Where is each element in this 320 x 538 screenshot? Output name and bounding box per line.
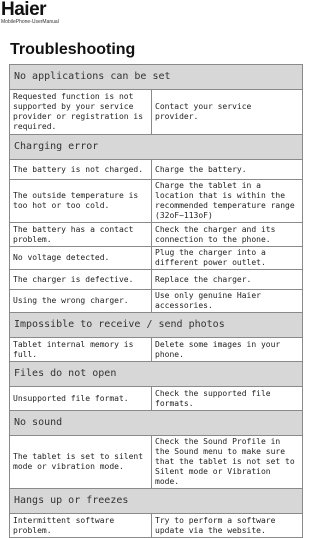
problem-cell: Unsupported file format.: [10, 387, 152, 411]
section-row: [10, 135, 303, 160]
section-heading: Impossible to receive / send photos: [10, 313, 303, 338]
solution-cell: Plug the charger into a different power outlet.: [152, 247, 303, 270]
problem-cell: Requested function is not supported by your service provider or registration is required.: [10, 90, 152, 135]
problem-cell: No voltage detected.: [10, 247, 152, 270]
section-row: [10, 362, 303, 387]
problem-cell: The outside temperature is too hot or too cold.: [10, 180, 152, 223]
solution-cell: Delete some images in your phone.: [152, 338, 303, 362]
problem-cell: The battery has a contact problem.: [10, 223, 152, 247]
table-row: [10, 290, 303, 313]
solution-cell: Charge the battery.: [152, 160, 303, 180]
section-row: [10, 489, 303, 514]
solution-cell: Try to perform a software update via the website.: [152, 514, 303, 538]
table-row: [10, 180, 303, 223]
solution-cell: Charge the tablet in a location that is within the recommended temperature range (32oF~113oF): [152, 180, 303, 223]
section-heading: Charging error: [10, 135, 303, 160]
section-row: [10, 411, 303, 436]
table-row: [10, 270, 303, 290]
page-title: Troubleshooting: [10, 41, 136, 58]
problem-cell: Using the wrong charger.: [10, 290, 152, 313]
problem-cell: The tablet is set to silent mode or vibration mode.: [10, 436, 152, 489]
solution-cell: Replace the charger.: [152, 270, 303, 290]
table-row: [10, 223, 303, 247]
problem-cell: Intermittent software problem.: [10, 514, 152, 538]
troubleshooting-table: [9, 64, 303, 538]
table-row: [10, 160, 303, 180]
problem-cell: The battery is not charged.: [10, 160, 152, 180]
table-row: [10, 338, 303, 362]
section-row: [10, 313, 303, 338]
solution-cell: Check the supported file formats.: [152, 387, 303, 411]
section-heading: Files do not open: [10, 362, 303, 387]
problem-cell: The charger is defective.: [10, 270, 152, 290]
table-row: [10, 514, 303, 538]
section-row: [10, 65, 303, 90]
table-row: [10, 90, 303, 135]
section-heading: No applications can be set: [10, 65, 303, 90]
brand-header: [0, 0, 59, 25]
section-heading: Hangs up or freezes: [10, 489, 303, 514]
table-row: [10, 436, 303, 489]
table-row: [10, 247, 303, 270]
solution-cell: Check the charger and its connection to the phone.: [152, 223, 303, 247]
manual-subtitle: MobilePhone-UserManual: [1, 19, 59, 25]
solution-cell: Contact your service provider.: [152, 90, 303, 135]
table-row: [10, 387, 303, 411]
problem-cell: Tablet internal memory is full.: [10, 338, 152, 362]
solution-cell: Check the Sound Profile in the Sound menu to make sure that the tablet is not set to Silent mode or Vibration mode.: [152, 436, 303, 489]
solution-cell: Use only genuine Haier accessories.: [152, 290, 303, 313]
section-heading: No sound: [10, 411, 303, 436]
haier-logo: Haier: [1, 0, 47, 20]
